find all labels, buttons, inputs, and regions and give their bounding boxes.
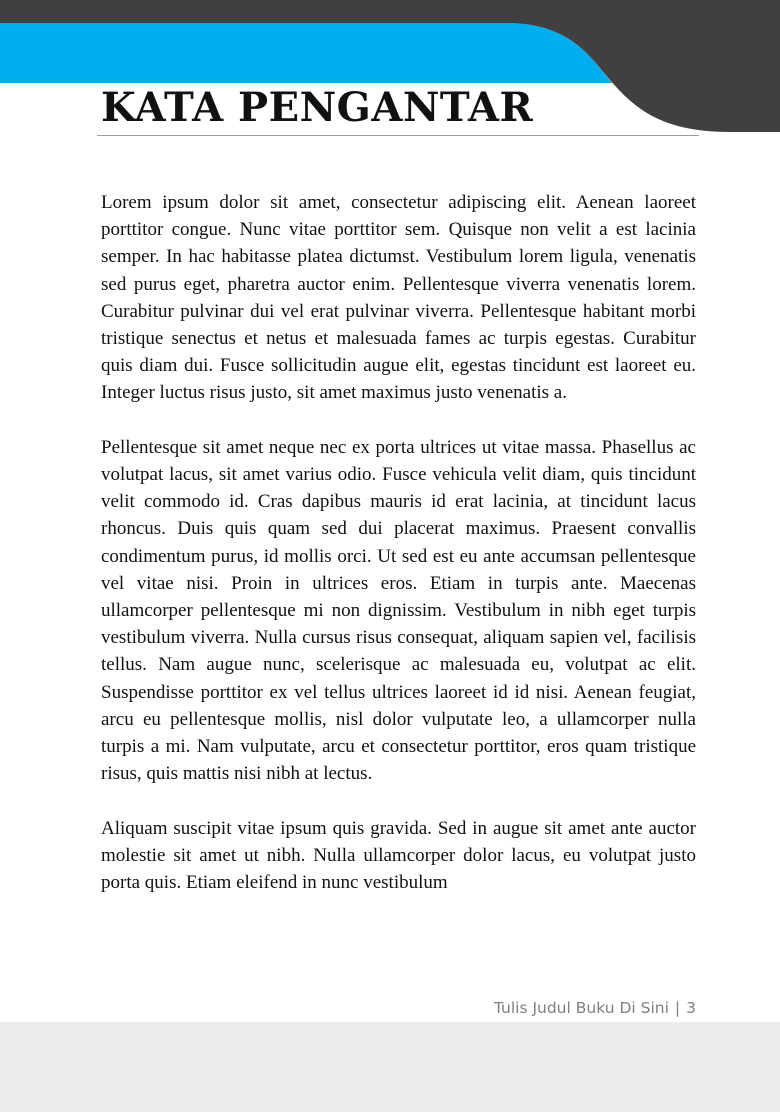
page-number: 3 <box>686 999 696 1017</box>
header-blue-shape <box>0 23 612 83</box>
page-title: KATA PENGANTAR <box>101 84 534 131</box>
paragraph: Lorem ipsum dolor sit amet, consectetur adipiscing elit. Aenean laoreet porttitor congue. Nunc vitae porttitor sem. Quisque non velit a est lacinia semper. In hac habitasse platea dictumst. Vestibulum lorem ligula, venenatis sed purus eget, pharetra auctor enim. Pellentesque viverra venenatis lorem. Curabitur pulvinar dui vel erat pulvinar viverra. Pellentesque habitant morbi tristique senectus et netus et malesuada fames ac turpis egestas. Curabitur quis diam dui. Fusce sollicitudin augue elit, egestas tincidunt est laoreet eu. Integer luctus risus justo, sit amet maximus justo venenatis a. <box>101 192 696 404</box>
paragraph: Aliquam suscipit vitae ipsum quis gravida. Sed in augue sit amet ante auctor molestie sit amet ut nibh. Nulla ullamcorper dolor lacus, eu volutpat justo porta quis. Etiam eleifend in nunc vestibulum <box>101 817 696 894</box>
title-underline <box>97 135 699 136</box>
footer-book-title: Tulis Judul Buku Di Sini <box>493 999 669 1017</box>
body-text <box>101 189 696 972</box>
footer-separator: | <box>674 999 681 1017</box>
paragraph: Pellentesque sit amet neque nec ex porta ultrices ut vitae massa. Phasellus ac volutpat lacus, sit amet varius odio. Fusce vehicula velit diam, quis tincidunt velit commodo id. Cras dapibus mauris id erat lacinia, at tincidunt lacus rhoncus. Duis quis quam sed dui placerat maximus. Praesent convallis condimentum purus, id mollis orci. Ut sed est eu ante accumsan pellentesque vel vitae nisi. Proin in ultrices eros. Etiam in turpis ante. Maecenas ullamcorper pellentesque mi non dignissim. Vestibulum in nibh eget turpis vestibulum viverra. Nulla cursus risus consequat, aliquam sapien vel, facilisis tellus. Nam augue nunc, scelerisque ac malesuada eu, volutpat ac elit. Suspendisse porttitor ex vel tellus ultrices laoreet id id nisi. Aenean feugiat, arcu eu pellentesque mollis, nisl dolor vulputate leo, a ullamcorper nulla turpis a mi. Nam vulputate, arcu et consectetur porttitor, eros quam tristique risus, quis mattis nisi nibh at lectus. <box>101 436 696 785</box>
page-footer <box>494 999 696 1017</box>
